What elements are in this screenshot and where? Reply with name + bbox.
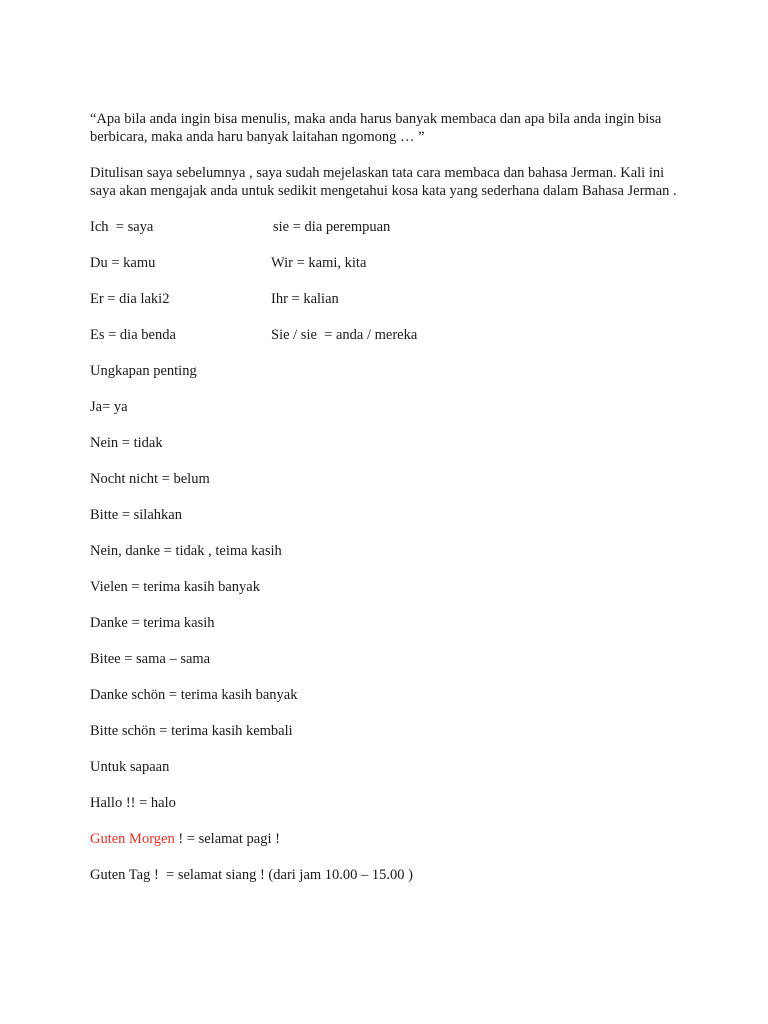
- pronoun-row: [90, 254, 680, 272]
- greeting-highlight: Guten Morgen: [90, 831, 175, 847]
- phrase-line: Bitte schön = terima kasih kembali: [90, 723, 293, 739]
- pronoun-row: [90, 218, 680, 236]
- opening-quote: “Apa bila anda ingin bisa menulis, maka anda harus banyak membaca dan apa bila anda ingin bisa berbicara, maka anda haru banyak laitahan ngomong … ”: [90, 111, 662, 145]
- pronoun-german: Es = dia benda: [90, 327, 176, 343]
- greeting-line: Guten Tag ! = selamat siang ! (dari jam 10.00 – 15.00 ): [90, 867, 414, 883]
- phrase-line: Nein = tidak: [90, 435, 163, 451]
- pronoun-row: [90, 290, 680, 308]
- pronoun-row: [90, 326, 680, 344]
- document-page: [90, 110, 680, 902]
- phrase-line: Vielen = terima kasih banyak: [90, 579, 260, 595]
- pronoun-german: Ihr = kalian: [271, 291, 339, 307]
- greeting-line: Hallo !! = halo: [90, 795, 176, 811]
- section-heading-phrases: Ungkapan penting: [90, 363, 197, 379]
- phrase-line: Bitee = sama – sama: [90, 651, 211, 667]
- phrase-line: Danke schön = terima kasih banyak: [90, 687, 298, 703]
- pronoun-german: Wir = kami, kita: [271, 255, 367, 271]
- phrase-line: Bitte = silahkan: [90, 507, 182, 523]
- intro-paragraph: Ditulisan saya sebelumnya , saya sudah mejelaskan tata cara membaca dan bahasa Jerman. Kali ini saya akan mengajak anda untuk sedikit mengetahui kosa kata yang sederhana dalam Bahasa Jerman .: [90, 165, 677, 199]
- pronoun-german: Du = kamu: [90, 255, 156, 271]
- pronoun-german: sie = dia perempuan: [273, 219, 391, 235]
- greeting-line-morgen: [90, 830, 680, 848]
- section-heading-greetings: Untuk sapaan: [90, 759, 170, 775]
- pronoun-german: Sie / sie = anda / mereka: [271, 327, 418, 343]
- phrase-line: Ja= ya: [90, 399, 128, 415]
- pronoun-german: Ich = saya: [90, 219, 154, 235]
- phrase-line: Danke = terima kasih: [90, 615, 215, 631]
- pronoun-german: Er = dia laki2: [90, 291, 170, 307]
- greeting-meaning: ! = selamat pagi !: [174, 831, 280, 847]
- phrase-line: Nocht nicht = belum: [90, 471, 210, 487]
- phrase-line: Nein, danke = tidak , teima kasih: [90, 543, 282, 559]
